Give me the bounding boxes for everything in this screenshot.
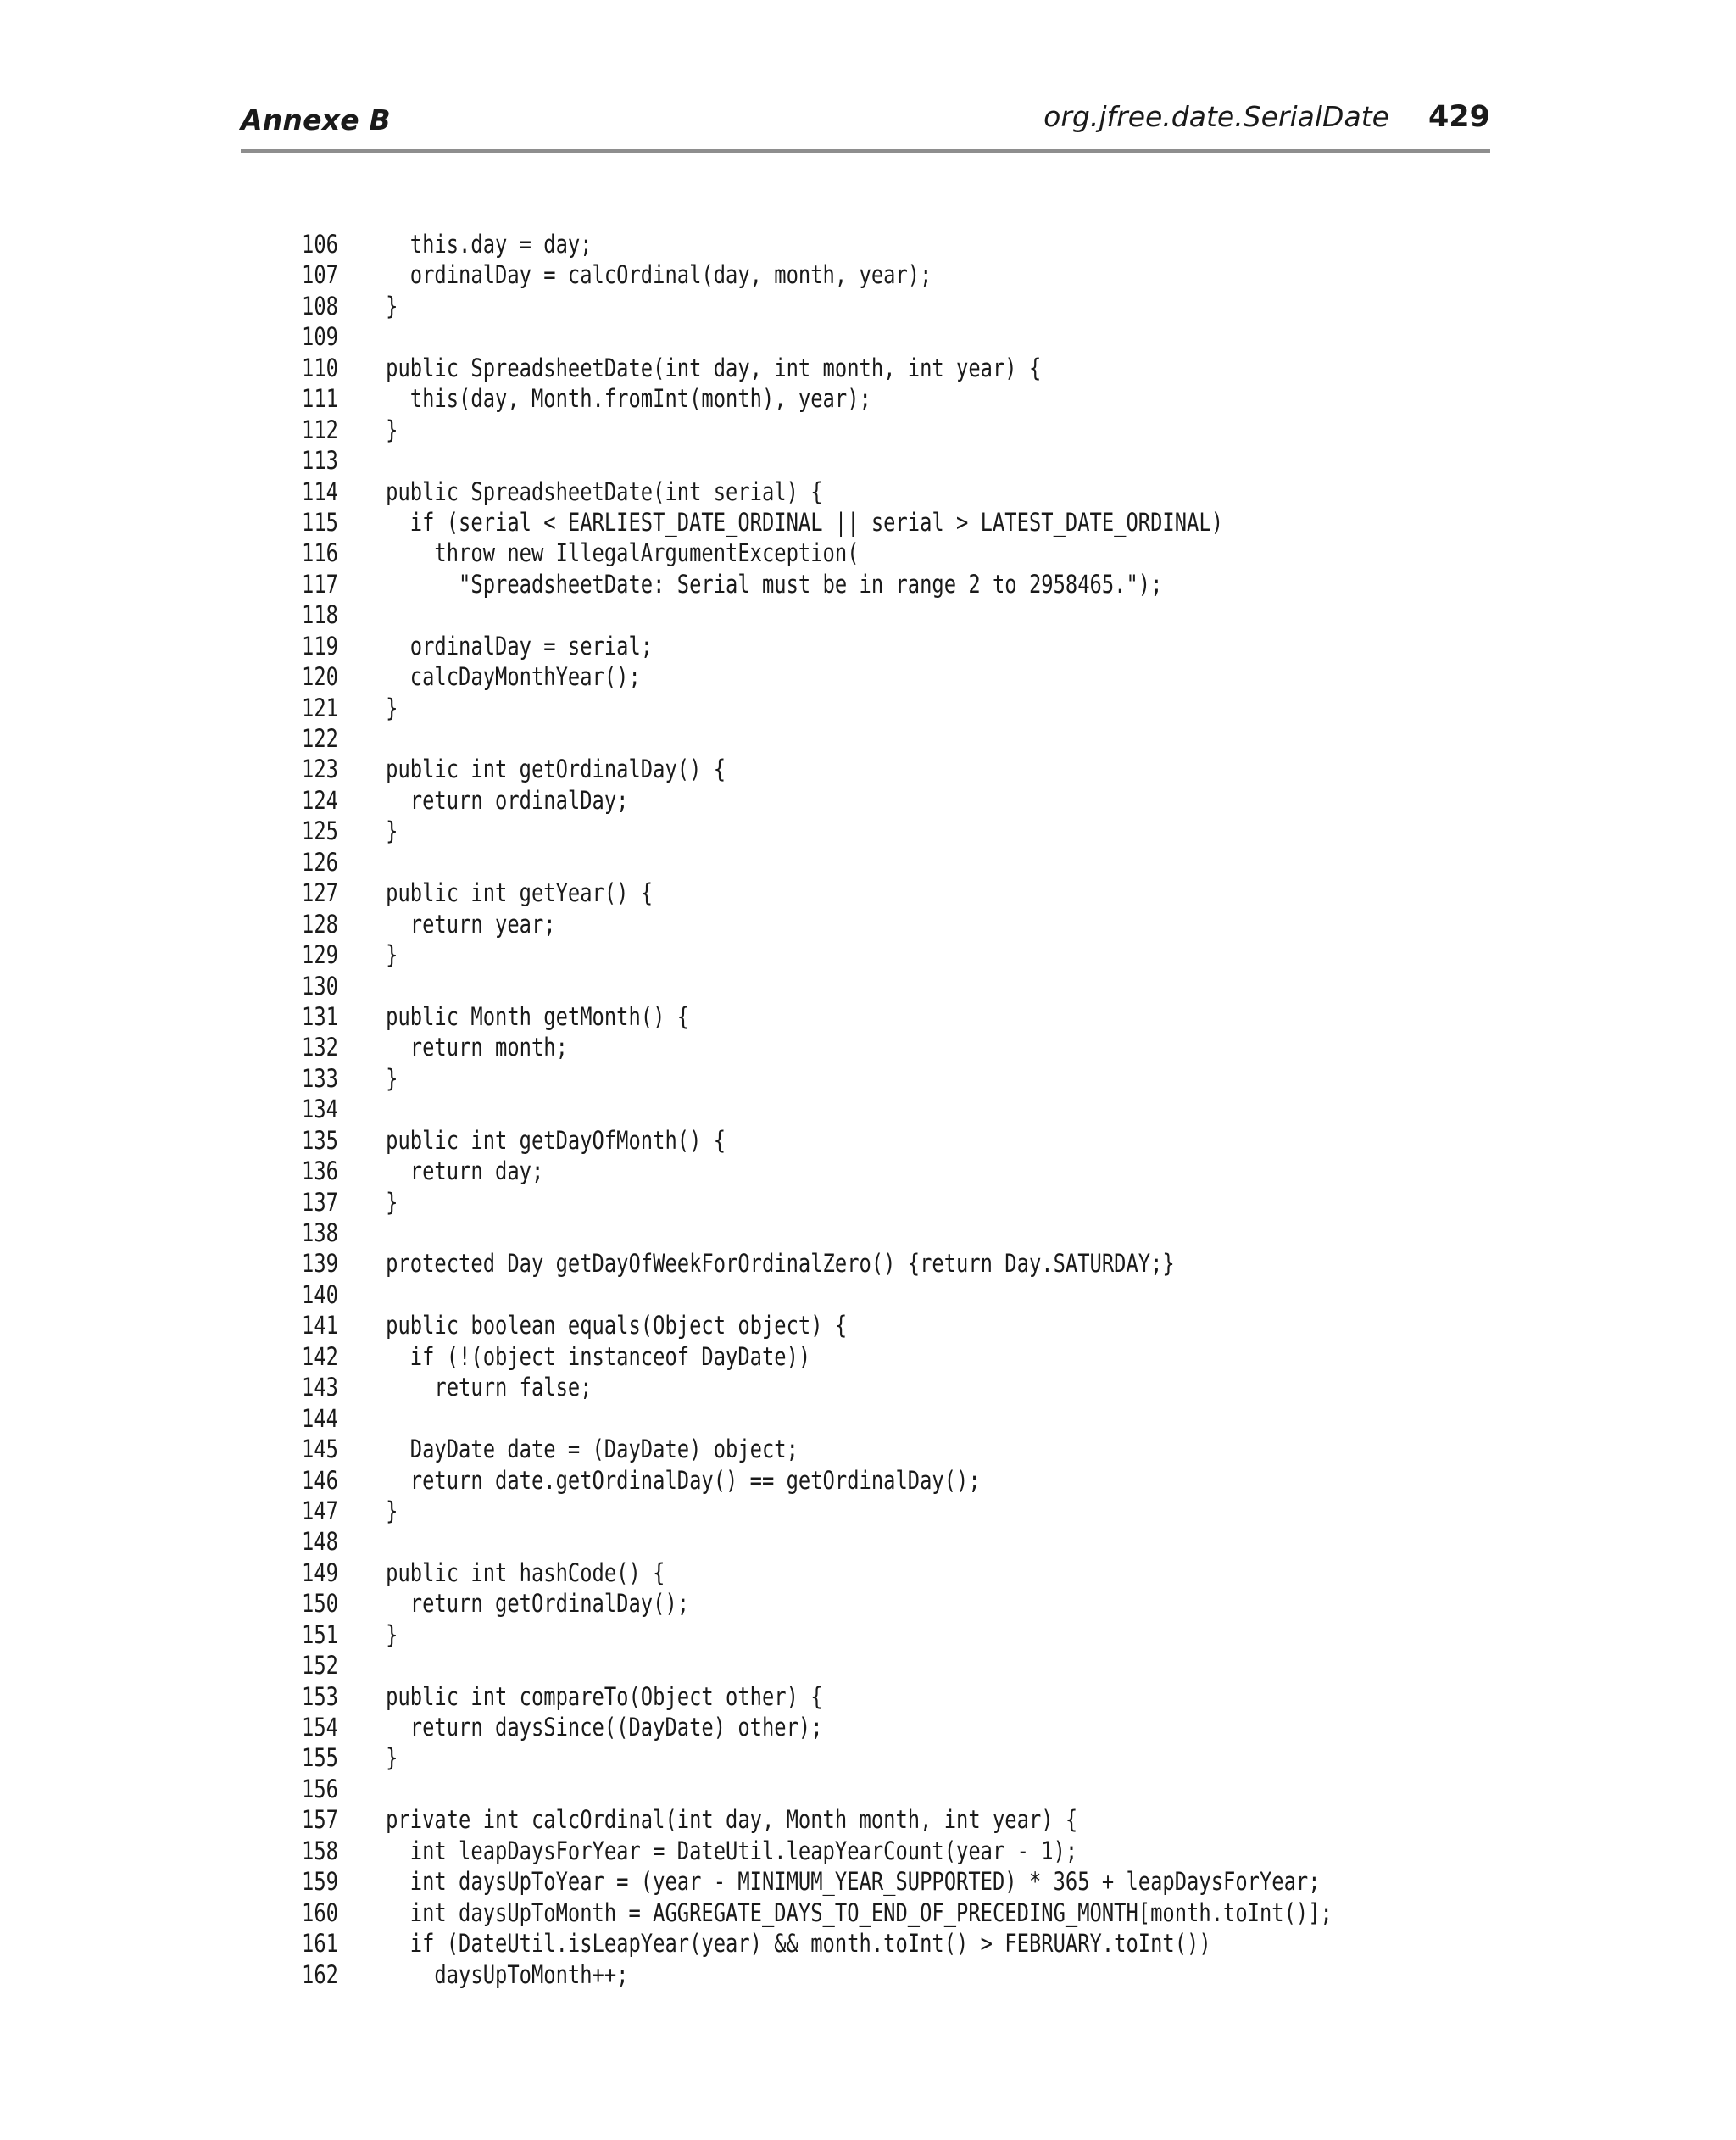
- line-text: }: [361, 940, 398, 970]
- line-number: 135: [302, 1125, 338, 1155]
- line-text: public int compareTo(Object other) {: [361, 1681, 823, 1711]
- line-text: }: [361, 1063, 398, 1093]
- code-line: [302, 1588, 1333, 1619]
- line-number: 145: [302, 1435, 338, 1464]
- line-text: public SpreadsheetDate(int serial) {: [361, 476, 823, 506]
- code-listing: [302, 229, 1559, 1990]
- line-text: return year;: [361, 909, 556, 939]
- line-number: 153: [302, 1681, 338, 1711]
- code-line: [302, 1063, 1333, 1094]
- code-line: [302, 1156, 1333, 1186]
- line-number: 158: [302, 1836, 338, 1865]
- page-header: [241, 100, 1490, 141]
- code-line: [302, 415, 1333, 445]
- code-line: [302, 229, 1333, 259]
- line-text: public int getDayOfMonth() {: [361, 1125, 726, 1155]
- code-line: [302, 538, 1333, 568]
- line-text: if (serial < EARLIEST_DATE_ORDINAL || serial > LATEST_DATE_ORDINAL): [361, 507, 1224, 537]
- line-text: int daysUpToYear = (year - MINIMUM_YEAR_SUPPORTED) * 365 + leapDaysForYear;: [361, 1867, 1321, 1897]
- line-number: 119: [302, 631, 338, 660]
- code-line: [302, 971, 1333, 1001]
- code-line: [302, 1341, 1333, 1372]
- line-number: 151: [302, 1619, 338, 1649]
- line-text: return daysSince((DayDate) other);: [361, 1713, 823, 1742]
- line-text: }: [361, 1619, 398, 1649]
- code-line: [302, 1650, 1333, 1680]
- code-line: [302, 1248, 1333, 1279]
- line-number: 107: [302, 260, 338, 290]
- line-number: 127: [302, 878, 338, 908]
- line-number: 122: [302, 724, 338, 753]
- code-line: [302, 1310, 1333, 1340]
- line-text: return getOrdinalDay();: [361, 1589, 690, 1619]
- line-number: 160: [302, 1898, 338, 1927]
- line-text: protected Day getDayOfWeekForOrdinalZero() {return Day.SATURDAY;}: [361, 1249, 1175, 1279]
- code-line: [302, 507, 1333, 538]
- line-number: 136: [302, 1156, 338, 1186]
- line-text: daysUpToMonth++;: [361, 1959, 629, 1989]
- line-number: 154: [302, 1713, 338, 1742]
- code-line: [302, 723, 1333, 754]
- line-number: 141: [302, 1311, 338, 1340]
- line-number: 155: [302, 1743, 338, 1773]
- line-number: 116: [302, 538, 338, 568]
- code-line: [302, 754, 1333, 784]
- line-number: 140: [302, 1279, 338, 1309]
- line-text: calcDayMonthYear();: [361, 662, 641, 692]
- line-text: return month;: [361, 1033, 568, 1062]
- code-line: [302, 1032, 1333, 1062]
- line-text: }: [361, 693, 398, 722]
- line-number: 157: [302, 1805, 338, 1835]
- code-line: [302, 631, 1333, 661]
- code-line: [302, 1001, 1333, 1032]
- line-number: 114: [302, 476, 338, 506]
- line-number: 133: [302, 1063, 338, 1093]
- code-line: [302, 1372, 1333, 1402]
- line-number: 132: [302, 1033, 338, 1062]
- line-number: 159: [302, 1867, 338, 1897]
- line-number: 117: [302, 569, 338, 599]
- line-number: 142: [302, 1341, 338, 1371]
- line-text: return day;: [361, 1156, 544, 1186]
- code-line: [302, 1866, 1333, 1897]
- code-line: [302, 599, 1333, 630]
- code-line: [302, 1898, 1333, 1928]
- code-line: [302, 1279, 1333, 1310]
- line-number: 152: [302, 1651, 338, 1680]
- line-number: 126: [302, 847, 338, 877]
- line-number: 120: [302, 662, 338, 692]
- line-text: public int getYear() {: [361, 878, 654, 908]
- code-line: [302, 1526, 1333, 1557]
- line-text: }: [361, 1496, 398, 1525]
- line-text: public int getOrdinalDay() {: [361, 755, 726, 784]
- line-text: }: [361, 1743, 398, 1773]
- code-line: [302, 569, 1333, 599]
- line-number: 161: [302, 1929, 338, 1959]
- line-text: this(day, Month.fromInt(month), year);: [361, 384, 871, 414]
- line-number: 143: [302, 1373, 338, 1402]
- line-number: 131: [302, 1001, 338, 1031]
- line-text: return date.getOrdinalDay() == getOrdinalDay();: [361, 1465, 981, 1495]
- line-number: 110: [302, 353, 338, 382]
- line-text: this.day = day;: [361, 230, 593, 259]
- line-text: }: [361, 1187, 398, 1217]
- code-line: [302, 1836, 1333, 1866]
- running-title: org.jfree.date.SerialDate: [1043, 100, 1389, 133]
- header-rule: [241, 149, 1490, 153]
- code-line: [302, 445, 1333, 476]
- line-number: 121: [302, 693, 338, 722]
- line-number: 146: [302, 1465, 338, 1495]
- code-line: [302, 1187, 1333, 1218]
- line-text: return false;: [361, 1373, 593, 1402]
- line-number: 106: [302, 230, 338, 259]
- line-number: 123: [302, 755, 338, 784]
- line-text: int daysUpToMonth = AGGREGATE_DAYS_TO_END_OF_PRECEDING_MONTH[month.toInt()];: [361, 1898, 1333, 1927]
- line-number: 125: [302, 816, 338, 846]
- line-number: 108: [302, 291, 338, 320]
- line-text: }: [361, 415, 398, 444]
- code-line: [302, 1434, 1333, 1464]
- code-line: [302, 291, 1333, 321]
- code-line: [302, 259, 1333, 290]
- line-text: }: [361, 291, 398, 320]
- line-text: public boolean equals(Object object) {: [361, 1311, 848, 1340]
- line-text: private int calcOrdinal(int day, Month month, int year) {: [361, 1805, 1078, 1835]
- line-text: int leapDaysForYear = DateUtil.leapYearCount(year - 1);: [361, 1836, 1078, 1865]
- section-label: Annexe B: [241, 103, 391, 137]
- line-text: public SpreadsheetDate(int day, int month, int year) {: [361, 353, 1042, 382]
- code-line: [302, 816, 1333, 846]
- header-right: [1043, 100, 1490, 134]
- line-text: if (DateUtil.isLeapYear(year) && month.toInt() > FEBRUARY.toInt()): [361, 1929, 1211, 1959]
- line-number: 138: [302, 1218, 338, 1247]
- code-line: [302, 1804, 1333, 1835]
- code-line: [302, 878, 1333, 908]
- code-line: [302, 321, 1333, 352]
- page-number: 429: [1427, 100, 1490, 134]
- line-number: 124: [302, 785, 338, 815]
- code-line: [302, 1712, 1333, 1742]
- line-number: 147: [302, 1496, 338, 1525]
- code-line: [302, 661, 1333, 692]
- line-number: 137: [302, 1187, 338, 1217]
- line-number: 115: [302, 507, 338, 537]
- code-line: [302, 1742, 1333, 1773]
- line-number: 112: [302, 415, 338, 444]
- line-number: 130: [302, 971, 338, 1000]
- line-number: 139: [302, 1249, 338, 1279]
- line-number: 113: [302, 446, 338, 476]
- line-number: 129: [302, 940, 338, 970]
- code-line: [302, 1465, 1333, 1496]
- code-line: [302, 1403, 1333, 1434]
- code-line: [302, 1774, 1333, 1804]
- code-line: [302, 1496, 1333, 1526]
- line-number: 128: [302, 909, 338, 939]
- line-number: 118: [302, 600, 338, 630]
- code-line: [302, 1125, 1333, 1156]
- code-line: [302, 353, 1333, 383]
- line-text: ordinalDay = serial;: [361, 631, 654, 660]
- line-text: if (!(object instanceof DayDate)): [361, 1341, 811, 1371]
- code-line: [302, 1094, 1333, 1124]
- line-number: 148: [302, 1527, 338, 1557]
- line-text: public int hashCode() {: [361, 1558, 665, 1587]
- code-line: [302, 1959, 1333, 1990]
- line-number: 150: [302, 1589, 338, 1619]
- line-text: DayDate date = (DayDate) object;: [361, 1435, 798, 1464]
- code-line: [302, 939, 1333, 970]
- code-line: [302, 476, 1333, 507]
- line-number: 134: [302, 1095, 338, 1124]
- line-text: }: [361, 816, 398, 846]
- line-text: ordinalDay = calcOrdinal(day, month, year);: [361, 260, 932, 290]
- line-text: return ordinalDay;: [361, 785, 629, 815]
- line-text: "SpreadsheetDate: Serial must be in range 2 to 2958465.");: [361, 569, 1163, 599]
- code-line: [302, 1928, 1333, 1959]
- code-line: [302, 693, 1333, 723]
- code-line: [302, 847, 1333, 878]
- line-number: 162: [302, 1959, 338, 1989]
- line-number: 109: [302, 322, 338, 352]
- line-text: throw new IllegalArgumentException(: [361, 538, 860, 568]
- line-text: public Month getMonth() {: [361, 1001, 690, 1031]
- line-number: 111: [302, 384, 338, 414]
- code-line: [302, 1619, 1333, 1650]
- line-number: 156: [302, 1774, 338, 1803]
- line-number: 144: [302, 1403, 338, 1433]
- code-line: [302, 1681, 1333, 1712]
- code-line: [302, 1558, 1333, 1588]
- line-number: 149: [302, 1558, 338, 1587]
- code-line: [302, 1218, 1333, 1248]
- code-line: [302, 383, 1333, 414]
- code-line: [302, 909, 1333, 939]
- code-line: [302, 785, 1333, 816]
